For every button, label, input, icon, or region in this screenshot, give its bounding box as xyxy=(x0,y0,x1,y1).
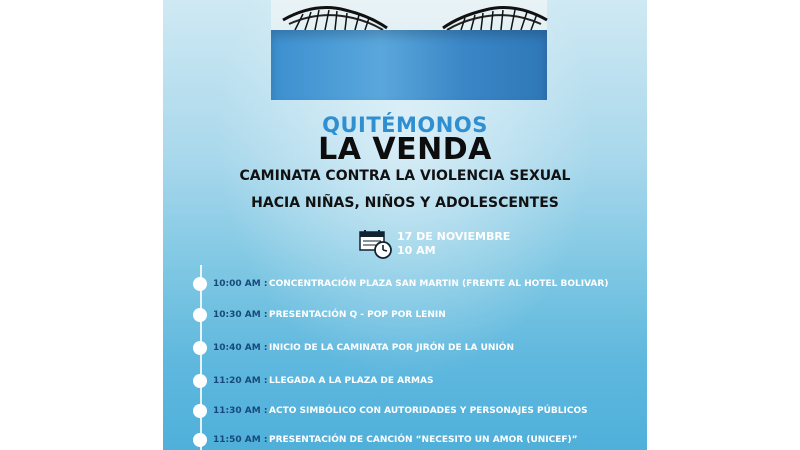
timeline-dot xyxy=(193,308,207,322)
timeline-dot xyxy=(193,404,207,418)
title-line-1: QUITÉMONOS xyxy=(322,113,488,137)
event-time: 10 AM xyxy=(397,244,436,257)
left-eye-icon xyxy=(275,0,395,34)
blindfold xyxy=(271,30,547,100)
schedule-time: 10:40 AM : xyxy=(213,343,268,353)
schedule-item xyxy=(193,308,643,324)
schedule-desc: ACTO SIMBÓLICO CON AUTORIDADES Y PERSONAJES PÚBLICOS xyxy=(269,406,588,416)
subtitle-line-1: CAMINATA CONTRA LA VIOLENCIA SEXUAL xyxy=(239,168,571,184)
schedule-item xyxy=(193,277,643,293)
schedule-item xyxy=(193,433,643,449)
timeline-dot xyxy=(193,341,207,355)
schedule-desc: PRESENTACIÓN DE CANCIÓN “NECESITO UN AMOR (UNICEF)” xyxy=(269,435,578,445)
schedule-time: 10:00 AM : xyxy=(213,279,268,289)
schedule-time: 11:20 AM : xyxy=(213,376,268,386)
timeline-dot xyxy=(193,374,207,388)
schedule-time: 11:30 AM : xyxy=(213,406,268,416)
title-line-2: LA VENDA xyxy=(318,132,492,167)
schedule-desc: INICIO DE LA CAMINATA POR JIRÓN DE LA UNIÓN xyxy=(269,343,514,353)
event-date: 17 DE NOVIEMBRE xyxy=(397,230,511,243)
date-block xyxy=(359,229,519,261)
schedule-item xyxy=(193,404,643,420)
poster xyxy=(163,0,647,450)
schedule-item xyxy=(193,341,643,357)
calendar-clock-icon xyxy=(359,229,393,259)
timeline-dot xyxy=(193,277,207,291)
schedule-desc: CONCENTRACIÓN PLAZA SAN MARTIN (FRENTE AL HOTEL BOLIVAR) xyxy=(269,279,609,289)
schedule-desc: PRESENTACIÓN Q - POP POR LENIN xyxy=(269,310,446,320)
subtitle-line-2: HACIA NIÑAS, NIÑOS Y ADOLESCENTES xyxy=(251,195,559,211)
schedule-time: 10:30 AM : xyxy=(213,310,268,320)
right-eye-icon xyxy=(435,0,555,34)
schedule-desc: LLEGADA A LA PLAZA DE ARMAS xyxy=(269,376,434,386)
schedule-time: 11:50 AM : xyxy=(213,435,268,445)
timeline-dot xyxy=(193,433,207,447)
schedule-item xyxy=(193,374,643,390)
